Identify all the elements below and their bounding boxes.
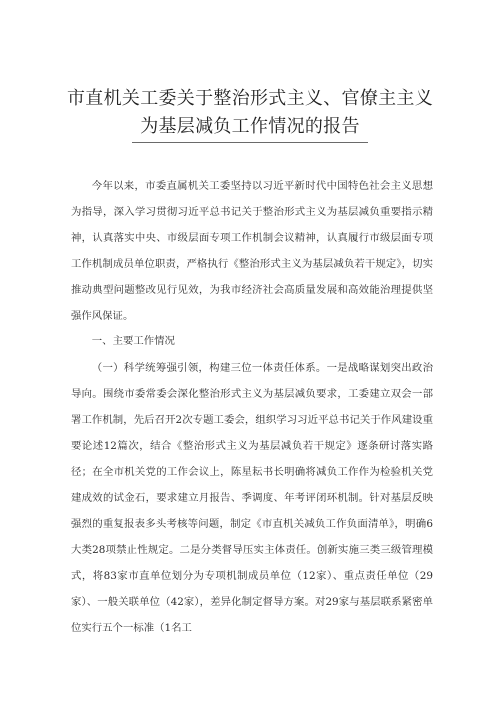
section-1-paragraph: （一）科学统筹强引领，构建三位一体责任体系。一是战略谋划突出政治导向。围绕市委常委会深化整治形式主义为基层减负要求，工委建立双会一部署工作机制，先后召开2次专题工委会，组织学习习近平总书记关于作风建设重要论述12篇次，结合《整治形式主义为基层减负若干规定》逐条研讨落实路径；在全市机关党的工作会议上，陈星耘书长明确将减负工作作为检验机关党建成效的试金石，要求建立月报告、季调度、年考评闭环机制。针对基层反映强烈的重复报表多头考核等问题，制定《市直机关减负工作负面清单》，明确6大类28项禁止性规定。二是分类督导压实主体责任。创新实施三类三级管理模式，将83家市直单位划分为专项机制成员单位（12家）、重点责任单位（29家）、一般关联单位（42家），差异化制定督导方案。对29家与基层联系紧密单位实行五个一标准（1名工 [71, 362, 433, 634]
section-heading: 一、主要工作情况 [91, 335, 175, 347]
report-title-line-1: 市直机关工委关于整治形式主义、官僚主主义 [67, 88, 433, 109]
title-underline [132, 142, 368, 143]
intro-paragraph: 今年以来，市委直属机关工委坚持以习近平新时代中国特色社会主义思想为指导，深入学习贯彻习近平总书记关于整治形式主义为基层减负重要指示精神，认真落实中央、市级层面专项工作机制会议精神，认真履行市级层面专项工作机制成员单位职责，严格执行《整治形式主义为基层减负若干规定》，切实推动典型问题整改见行见效，为我市经济社会高质量发展和高效能治理提供坚强作风保证。 [71, 180, 433, 322]
report-title-line-2: 为基层减负工作情况的报告 [140, 116, 360, 137]
